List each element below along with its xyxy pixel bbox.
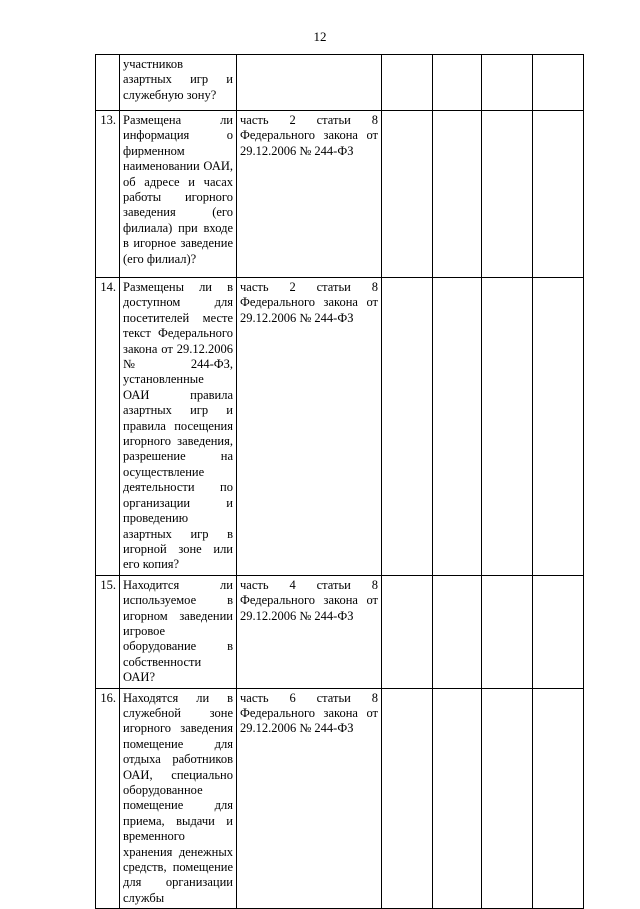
table-row (96, 575, 584, 688)
table-row (96, 688, 584, 909)
page-number: 12 (313, 29, 327, 44)
row-number (96, 55, 120, 111)
answer-cell (533, 55, 584, 111)
answer-cell (382, 278, 433, 576)
answer-cell (382, 111, 433, 278)
table-row (96, 55, 584, 111)
answer-cell (433, 278, 482, 576)
requirement-question: Размещены ли в доступном для посетителей месте текст Федерального закона от 29.12.2006 № 244-ФЗ, установленные ОАИ правила азартных игр и правила посещения игорного заведения, разрешение на осуществление деятельности по организации и проведению азартных игр в игорной зоне или его копия? (120, 278, 237, 576)
row-number: 14. (96, 278, 120, 576)
row-number: 16. (96, 688, 120, 909)
table-row (96, 111, 584, 278)
requirement-question: участников азартных игр и служебную зону? (120, 55, 237, 111)
legal-basis: часть 2 статьи 8 Федерального закона от 29.12.2006 № 244-ФЗ (237, 278, 382, 576)
legal-basis: часть 6 статьи 8 Федерального закона от 29.12.2006 № 244-ФЗ (237, 688, 382, 909)
answer-cell (482, 111, 533, 278)
legal-basis (237, 55, 382, 111)
answer-cell (382, 55, 433, 111)
answer-cell (433, 55, 482, 111)
answer-cell (482, 55, 533, 111)
answer-cell (533, 111, 584, 278)
legal-basis: часть 4 статьи 8 Федерального закона от 29.12.2006 № 244-ФЗ (237, 575, 382, 688)
answer-cell (482, 278, 533, 576)
answer-cell (433, 575, 482, 688)
row-number: 13. (96, 111, 120, 278)
requirement-question: Размещена ли информация о фирменном наименовании ОАИ, об адресе и часах работы игорного заведения (его филиала) при входе в игорное заведение (его филиал)? (120, 111, 237, 278)
answer-cell (382, 688, 433, 909)
answer-cell (433, 111, 482, 278)
requirement-question: Находятся ли в служебной зоне игорного заведения помещение для отдыха работников ОАИ, специально оборудованное помещение для приема, выдачи и временного хранения денежных средств, помещение для организации службы (120, 688, 237, 909)
requirement-question: Находится ли используемое в игорном заведении игровое оборудование в собственности ОАИ? (120, 575, 237, 688)
answer-cell (482, 688, 533, 909)
answer-cell (433, 688, 482, 909)
checklist-table (95, 54, 584, 909)
legal-basis: часть 2 статьи 8 Федерального закона от 29.12.2006 № 244-ФЗ (237, 111, 382, 278)
answer-cell (533, 575, 584, 688)
answer-cell (482, 575, 533, 688)
table-row (96, 278, 584, 576)
answer-cell (382, 575, 433, 688)
row-number: 15. (96, 575, 120, 688)
answer-cell (533, 688, 584, 909)
answer-cell (533, 278, 584, 576)
